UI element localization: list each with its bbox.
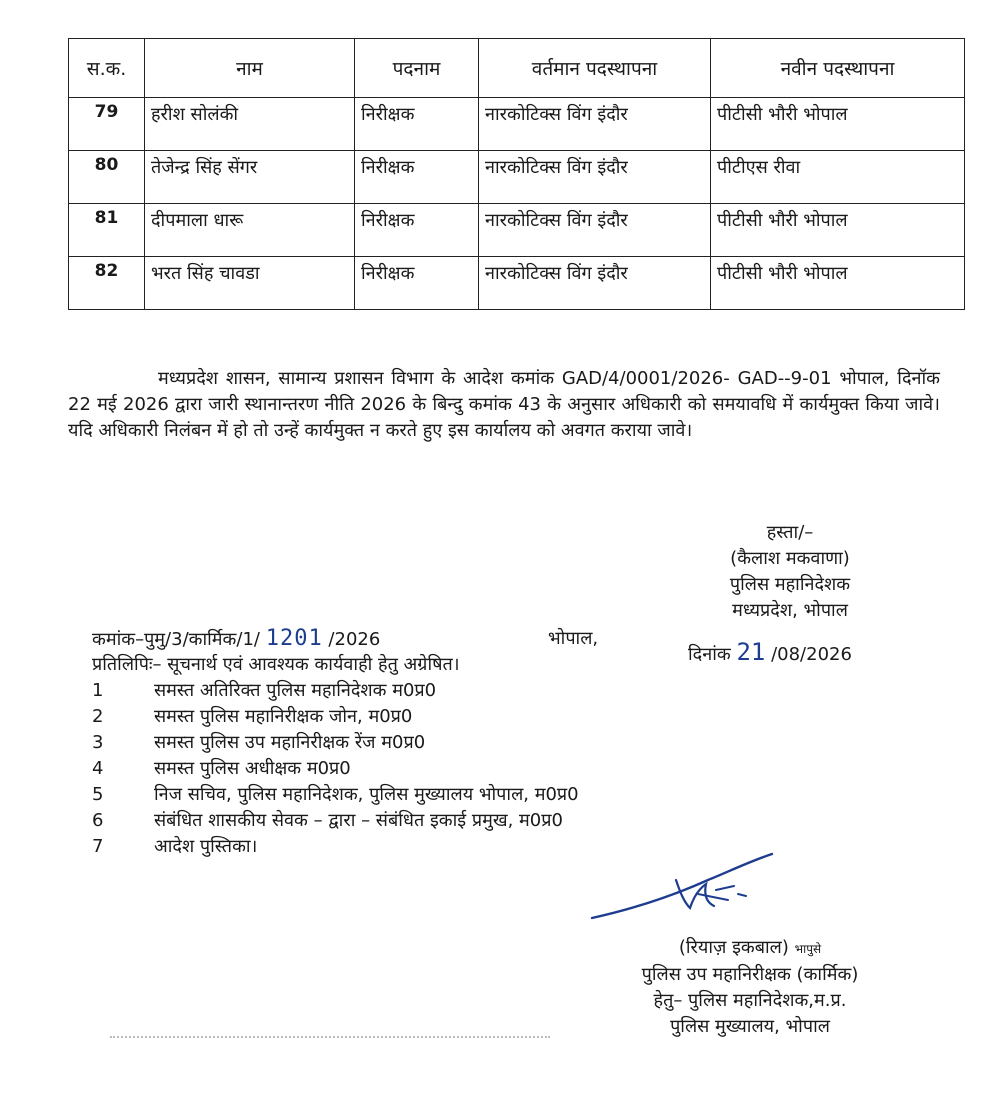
item-number: 4 xyxy=(92,758,104,779)
list-item xyxy=(92,782,579,808)
cell-serial: 79 xyxy=(69,98,145,151)
cell-current-posting: नारकोटिक्स विंग इंदौर xyxy=(479,151,711,204)
cell-name: दीपमाला धारू xyxy=(145,204,355,257)
handwritten-signature xyxy=(588,850,778,930)
cell-current-posting: नारकोटिक्स विंग इंदौर xyxy=(479,98,711,151)
cell-name: हरीश सोलंकी xyxy=(145,98,355,151)
item-text: समस्त पुलिस महानिरीक्षक जोन, म0प्र0 xyxy=(154,706,413,727)
cell-new-posting: पीटीसी भौरी भोपाल xyxy=(711,98,965,151)
signed-mark: हस्ता/– xyxy=(766,522,814,543)
item-number: 7 xyxy=(92,836,104,857)
cell-designation: निरीक्षक xyxy=(355,257,479,310)
item-text: समस्त पुलिस उप महानिरीक्षक रेंज म0प्र0 xyxy=(154,732,426,753)
order-paragraph: मध्यप्रदेश शासन, सामान्य प्रशासन विभाग के आदेश कमांक GAD/4/0001/2026- GAD--9-01 भोपाल, दिनॉक 22 मई 2026 द्वारा जारी स्थानान्तरण नीति 2026 के बिन्दु कमांक 43 के अनुसार अधिकारी को समयावधि में कार्यमुक्त किया जावे। यदि अधिकारी निलंबन में हो तो उन्हें कार्यमुक्त न करते हुए इस कार्यालय को अवगत कराया जावे। xyxy=(68,368,941,441)
cell-current-posting: नारकोटिक्स विंग इंदौर xyxy=(479,257,711,310)
reference-prefix: कमांक–पुमु/3/कार्मिक/1/ xyxy=(92,629,260,650)
cell-designation: निरीक्षक xyxy=(355,204,479,257)
date-handwritten-day: 21 xyxy=(736,638,766,666)
table-row xyxy=(69,151,965,204)
cell-designation: निरीक्षक xyxy=(355,151,479,204)
reference-handwritten-number: 1201 xyxy=(265,626,323,651)
list-item xyxy=(92,730,579,756)
cell-serial: 81 xyxy=(69,204,145,257)
signatory-name: (कैलाश मकवाणा) xyxy=(730,548,850,569)
item-number: 2 xyxy=(92,706,104,727)
item-number: 3 xyxy=(92,732,104,753)
table-header-row xyxy=(69,39,965,98)
list-item xyxy=(92,678,579,704)
reference-year: /2026 xyxy=(328,629,381,650)
cell-new-posting: पीटीएस रीवा xyxy=(711,151,965,204)
reference-place: भोपाल, xyxy=(548,628,599,649)
item-text: संबंधित शासकीय सेवक – द्वारा – संबंधित इकाई प्रमुख, म0प्र0 xyxy=(154,810,563,831)
header-current-posting: वर्तमान पदस्थापना xyxy=(479,39,711,98)
signatory-designation: पुलिस उप महानिरीक्षक (कार्मिक) xyxy=(641,964,859,985)
cell-new-posting: पीटीसी भौरी भोपाल xyxy=(711,204,965,257)
date-label: दिनांक xyxy=(688,644,731,665)
cell-name: भरत सिंह चावडा xyxy=(145,257,355,310)
divider xyxy=(110,1036,550,1038)
list-item xyxy=(92,834,579,860)
header-new-posting: नवीन पदस्थापना xyxy=(711,39,965,98)
item-text: आदेश पुस्तिका। xyxy=(154,836,258,857)
list-item xyxy=(92,756,579,782)
table-row xyxy=(69,98,965,151)
item-number: 1 xyxy=(92,680,104,701)
cell-name: तेजेन्द्र सिंह सेंगर xyxy=(145,151,355,204)
cell-new-posting: पीटीसी भौरी भोपाल xyxy=(711,257,965,310)
signatory-place: मध्यप्रदेश, भोपाल xyxy=(732,600,848,621)
signatory-office: पुलिस मुख्यालय, भोपाल xyxy=(670,1016,830,1037)
header-serial: स.क. xyxy=(69,39,145,98)
item-text: समस्त पुलिस अधीक्षक म0प्र0 xyxy=(154,758,351,779)
copy-forward-line: प्रतिलिपिः– सूचनार्थ एवं आवश्यक कार्यवाही हेतु अग्रेषित। xyxy=(92,654,460,675)
cell-designation: निरीक्षक xyxy=(355,98,479,151)
item-text: निज सचिव, पुलिस महानिदेशक, पुलिस मुख्यालय भोपाल, म0प्र0 xyxy=(154,784,579,805)
cell-serial: 82 xyxy=(69,257,145,310)
signatory-dgp-block xyxy=(670,520,910,624)
list-item xyxy=(92,808,579,834)
copy-recipients-list xyxy=(92,678,579,860)
cell-serial: 80 xyxy=(69,151,145,204)
header-designation: पदनाम xyxy=(355,39,479,98)
signatory-designation: पुलिस महानिदेशक xyxy=(729,574,851,595)
date-month-year: /08/2026 xyxy=(771,644,852,665)
cell-current-posting: नारकोटिक्स विंग इंदौर xyxy=(479,204,711,257)
signatory-dig-block xyxy=(600,935,900,1040)
table-row xyxy=(69,204,965,257)
transfer-table xyxy=(68,38,965,310)
header-name: नाम xyxy=(145,39,355,98)
item-number: 6 xyxy=(92,810,104,831)
table-row xyxy=(69,257,965,310)
list-item xyxy=(92,704,579,730)
signatory-service: भापुसे xyxy=(794,942,822,956)
signatory-on-behalf: हेतु– पुलिस महानिदेशक,म.प्र. xyxy=(653,990,847,1011)
signatory-name: (रियाज़ इकबाल) xyxy=(678,937,789,958)
reference-date xyxy=(688,638,852,666)
item-text: समस्त अतिरिक्त पुलिस महानिदेशक म0प्र0 xyxy=(154,680,437,701)
item-number: 5 xyxy=(92,784,104,805)
